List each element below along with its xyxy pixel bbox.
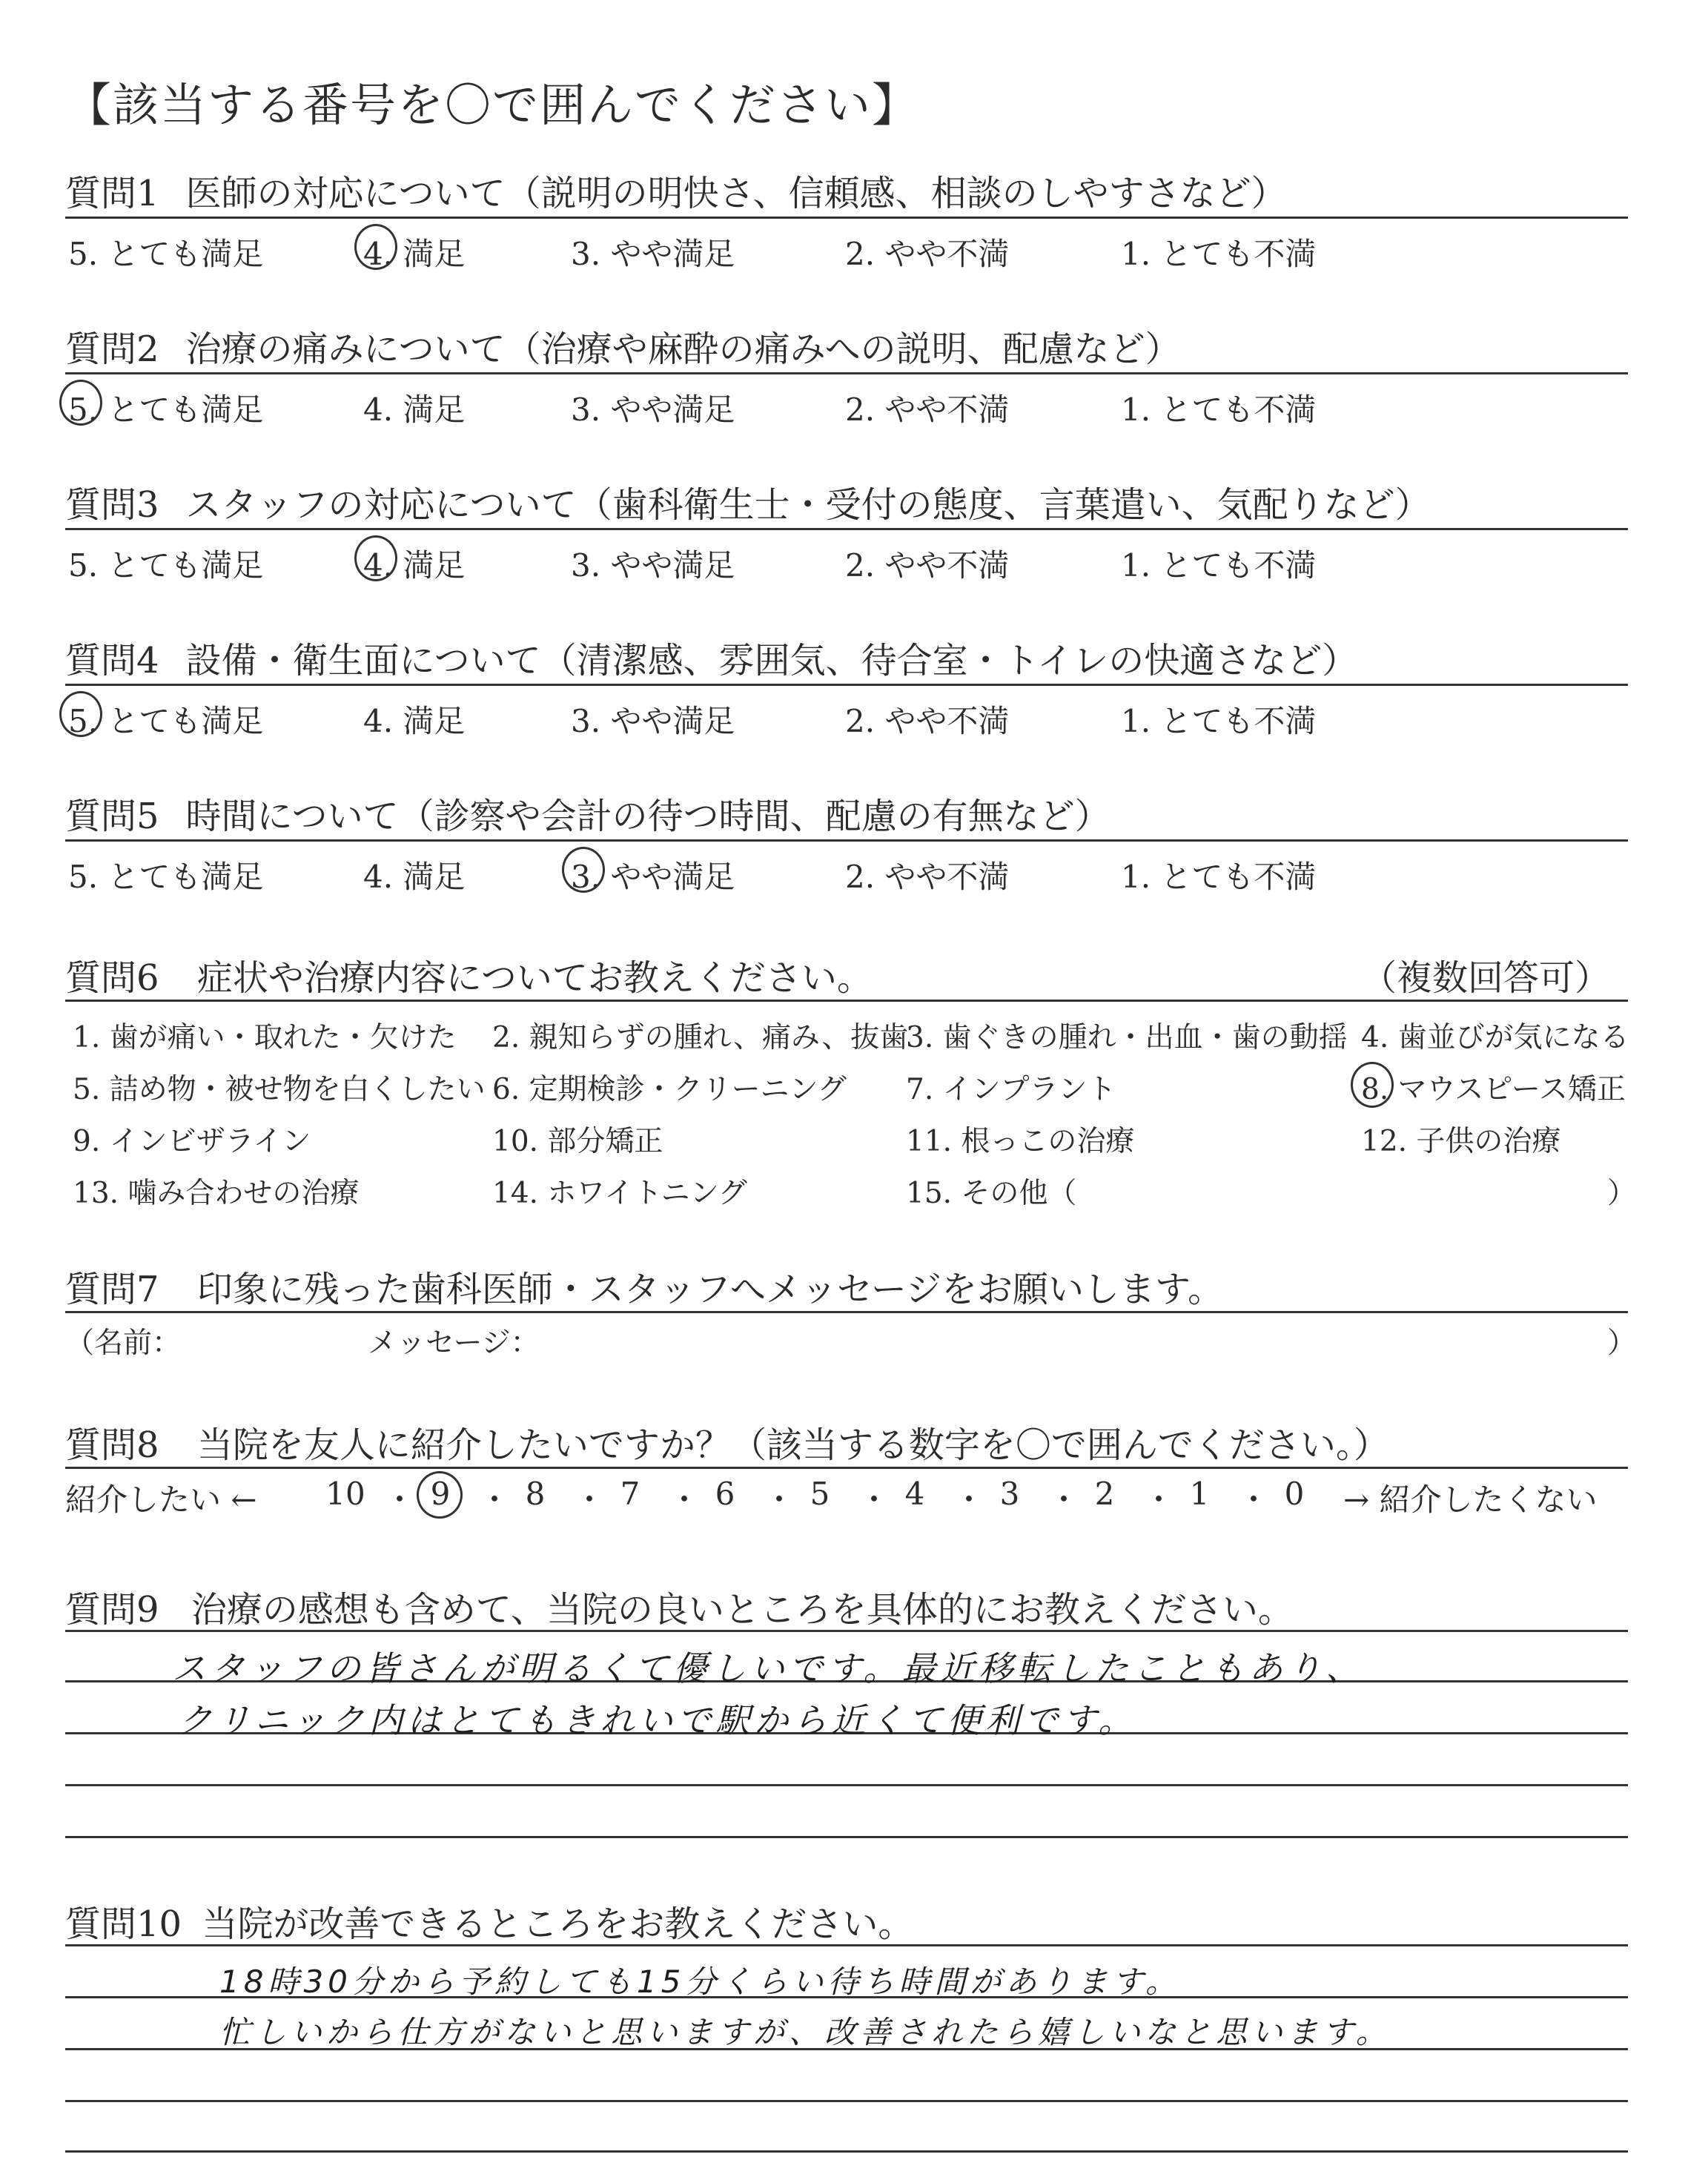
q8-separator: ・ <box>1143 1482 1175 1518</box>
q7-text: 印象に残った歯科医師・スタッフへメッセージをお願いします。 <box>196 1269 1224 1310</box>
question-rule <box>65 839 1628 842</box>
question-rule <box>65 217 1628 219</box>
rating-option[interactable]: 2. やや不満 <box>845 236 1010 272</box>
q8-separator: ・ <box>858 1482 890 1518</box>
q8-scale-number[interactable]: 2 <box>1094 1476 1115 1512</box>
q7-message-label: メッセージ： <box>368 1327 540 1360</box>
q8-separator: ・ <box>1238 1482 1270 1518</box>
q10-answer-line: 18時30分から予約しても15分くらい待ち時間があります。 <box>219 1964 1181 2000</box>
q9-line <box>65 1836 1628 1838</box>
q8-title <box>65 1416 1389 1467</box>
q8-scale-number[interactable]: 7 <box>620 1476 640 1512</box>
q8-label: 質問8 <box>65 1424 159 1466</box>
rating-option[interactable]: 1. とても不満 <box>1121 703 1317 739</box>
q6-item[interactable]: 7. インプラント <box>906 1073 1116 1106</box>
q9-answer-line: スタッフの皆さんが明るくて優しいです。最近移転したこともあり、 <box>172 1648 1365 1688</box>
q8-text: 当院を友人に紹介したいですか？（該当する数字を〇で囲んでください。） <box>196 1424 1389 1466</box>
q6-item[interactable]: 11. 根っこの治療 <box>906 1125 1135 1158</box>
q9-answer-line: クリニック内はとてもきれいで駅から近くて便利です。 <box>178 1700 1137 1740</box>
rating-option[interactable]: 2. やや不満 <box>845 703 1010 739</box>
q10-line <box>65 2150 1628 2153</box>
rating-option[interactable]: 1. とても不満 <box>1121 859 1317 895</box>
question-text: 治療の痛みについて（治療や麻酔の痛みへの説明、配慮など） <box>185 328 1181 370</box>
q6-item[interactable]: 13. 噛み合わせの治療 <box>73 1177 360 1210</box>
rating-option[interactable]: 3. やや満足 <box>571 547 735 584</box>
rating-option[interactable]: 5. とても満足 <box>68 392 264 428</box>
rating-option[interactable]: 5. とても満足 <box>68 547 264 584</box>
q8-separator: ・ <box>574 1482 606 1518</box>
rating-option[interactable]: 3. やや満足 <box>571 392 735 428</box>
q6-label: 質問6 <box>65 957 159 999</box>
q8-scale-number[interactable]: 0 <box>1284 1476 1305 1512</box>
q9-line <box>65 1630 1628 1632</box>
q9-line <box>65 1784 1628 1786</box>
q6-text: 症状や治療内容についてお教えください。 <box>196 957 873 999</box>
question-label: 質問3 <box>65 484 159 526</box>
form-header: 【該当する番号を〇で囲んでください】 <box>65 78 920 132</box>
q8-separator: ・ <box>764 1482 795 1518</box>
q9-text: 治療の感想も含めて、当院の良いところを具体的にお教えください。 <box>191 1589 1294 1631</box>
q10-label: 質問10 <box>65 1903 182 1945</box>
q7-label: 質問7 <box>65 1269 159 1310</box>
q6-note: （複数回答可） <box>1361 957 1611 999</box>
q6-other-close: ） <box>1607 1177 1637 1210</box>
q9-label: 質問9 <box>65 1589 159 1631</box>
rating-option[interactable]: 5. とても満足 <box>68 703 264 739</box>
q6-item[interactable]: 3. 歯ぐきの腫れ・出血・歯の動揺 <box>906 1021 1348 1054</box>
selection-circle <box>562 847 605 893</box>
rating-option[interactable]: 4. 満足 <box>363 236 466 272</box>
q6-item[interactable]: 2. 親知らずの腫れ、痛み、抜歯 <box>492 1021 909 1054</box>
q8-separator: ・ <box>384 1482 416 1518</box>
question-rule <box>65 528 1628 530</box>
question-label: 質問5 <box>65 796 159 837</box>
q8-rule <box>65 1467 1628 1469</box>
question-title <box>65 787 1110 839</box>
rating-option[interactable]: 2. やや不満 <box>845 859 1010 895</box>
question-text: 設備・衛生面について（清潔感、雰囲気、待合室・トイレの快適さなど） <box>185 640 1358 681</box>
question-text: 医師の対応について（説明の明快さ、信頼感、相談のしやすさなど） <box>185 173 1287 214</box>
q9-title <box>65 1581 1294 1632</box>
rating-option[interactable]: 3. やや満足 <box>571 859 735 895</box>
q6-item[interactable]: 15. その他（ <box>906 1177 1077 1210</box>
q6-item[interactable]: 5. 詰め物・被せ物を白くしたい <box>73 1073 486 1106</box>
q8-separator: ・ <box>953 1482 985 1518</box>
q6-item[interactable]: 9. インビザライン <box>73 1125 311 1158</box>
question-title <box>65 320 1181 371</box>
question-title <box>65 165 1287 216</box>
q6-item[interactable]: 10. 部分矯正 <box>492 1125 663 1158</box>
q6-item[interactable]: 1. 歯が痛い・取れた・欠けた <box>73 1021 457 1054</box>
rating-option[interactable]: 4. 満足 <box>363 703 466 739</box>
q8-scale-number[interactable]: 8 <box>525 1476 546 1512</box>
rating-option[interactable]: 4. 満足 <box>363 392 466 428</box>
question-label: 質問4 <box>65 640 159 681</box>
rating-option[interactable]: 3. やや満足 <box>571 236 735 272</box>
q6-title <box>65 949 873 1000</box>
q8-scale-number[interactable]: 9 <box>430 1476 451 1512</box>
q8-scale-number[interactable]: 4 <box>904 1476 925 1512</box>
question-title <box>65 476 1431 527</box>
q7-name-label: （名前： <box>65 1327 182 1360</box>
selection-circle <box>354 535 397 581</box>
rating-option[interactable]: 1. とても不満 <box>1121 236 1317 272</box>
selection-circle <box>1351 1062 1394 1108</box>
q8-scale-number[interactable]: 6 <box>715 1476 735 1512</box>
question-text: スタッフの対応について（歯科衛生士・受付の態度、言葉遣い、気配りなど） <box>185 484 1431 526</box>
question-title <box>65 632 1357 683</box>
q8-scale-number[interactable]: 1 <box>1189 1476 1210 1512</box>
q7-rule <box>65 1311 1628 1313</box>
rating-option[interactable]: 4. 満足 <box>363 547 466 584</box>
selection-circle <box>354 224 397 270</box>
rating-option[interactable]: 1. とても不満 <box>1121 392 1317 428</box>
q6-item[interactable]: 12. 子供の治療 <box>1361 1125 1561 1158</box>
q8-scale-number[interactable]: 3 <box>999 1476 1020 1512</box>
q8-left-label: 紹介したい ← <box>65 1482 257 1518</box>
rating-option[interactable]: 3. やや満足 <box>571 703 735 739</box>
q8-right-label: → 紹介したくない <box>1343 1482 1598 1518</box>
question-label: 質問1 <box>65 173 159 214</box>
q10-answer-line: 忙しいから仕方がないと思いますが、改善されたら嬉しいなと思います。 <box>219 2014 1391 2050</box>
rating-option[interactable]: 5. とても満足 <box>68 859 264 895</box>
q7-title <box>65 1261 1223 1312</box>
rating-option[interactable]: 2. やや不満 <box>845 392 1010 428</box>
question-rule <box>65 372 1628 374</box>
selection-circle <box>417 1471 463 1519</box>
q10-text: 当院が改善できるところをお教えください。 <box>202 1903 914 1945</box>
question-label: 質問2 <box>65 328 159 370</box>
q6-item[interactable]: 6. 定期検診・クリーニング <box>492 1073 847 1106</box>
q8-scale-number[interactable]: 10 <box>325 1476 365 1512</box>
rating-option[interactable]: 5. とても満足 <box>68 236 264 272</box>
q8-scale-number[interactable]: 5 <box>810 1476 830 1512</box>
q6-item[interactable]: 8. マウスピース矯正 <box>1361 1073 1626 1106</box>
rating-option[interactable]: 1. とても不満 <box>1121 547 1317 584</box>
question-rule <box>65 684 1628 686</box>
q6-item[interactable]: 4. 歯並びが気になる <box>1361 1021 1629 1054</box>
selection-circle <box>59 691 102 737</box>
rating-option[interactable]: 4. 満足 <box>363 859 466 895</box>
q6-rule <box>65 1000 1628 1002</box>
q10-line <box>65 2100 1628 2102</box>
q7-close: ） <box>1607 1327 1637 1360</box>
q8-separator: ・ <box>1048 1482 1080 1518</box>
q8-separator: ・ <box>479 1482 511 1518</box>
q10-line <box>65 1944 1628 1946</box>
q10-title <box>65 1895 913 1946</box>
selection-circle <box>59 380 102 426</box>
rating-option[interactable]: 2. やや不満 <box>845 547 1010 584</box>
q8-separator: ・ <box>669 1482 701 1518</box>
q6-item[interactable]: 14. ホワイトニング <box>492 1177 747 1210</box>
question-text: 時間について（診察や会計の待つ時間、配慮の有無など） <box>185 796 1110 837</box>
